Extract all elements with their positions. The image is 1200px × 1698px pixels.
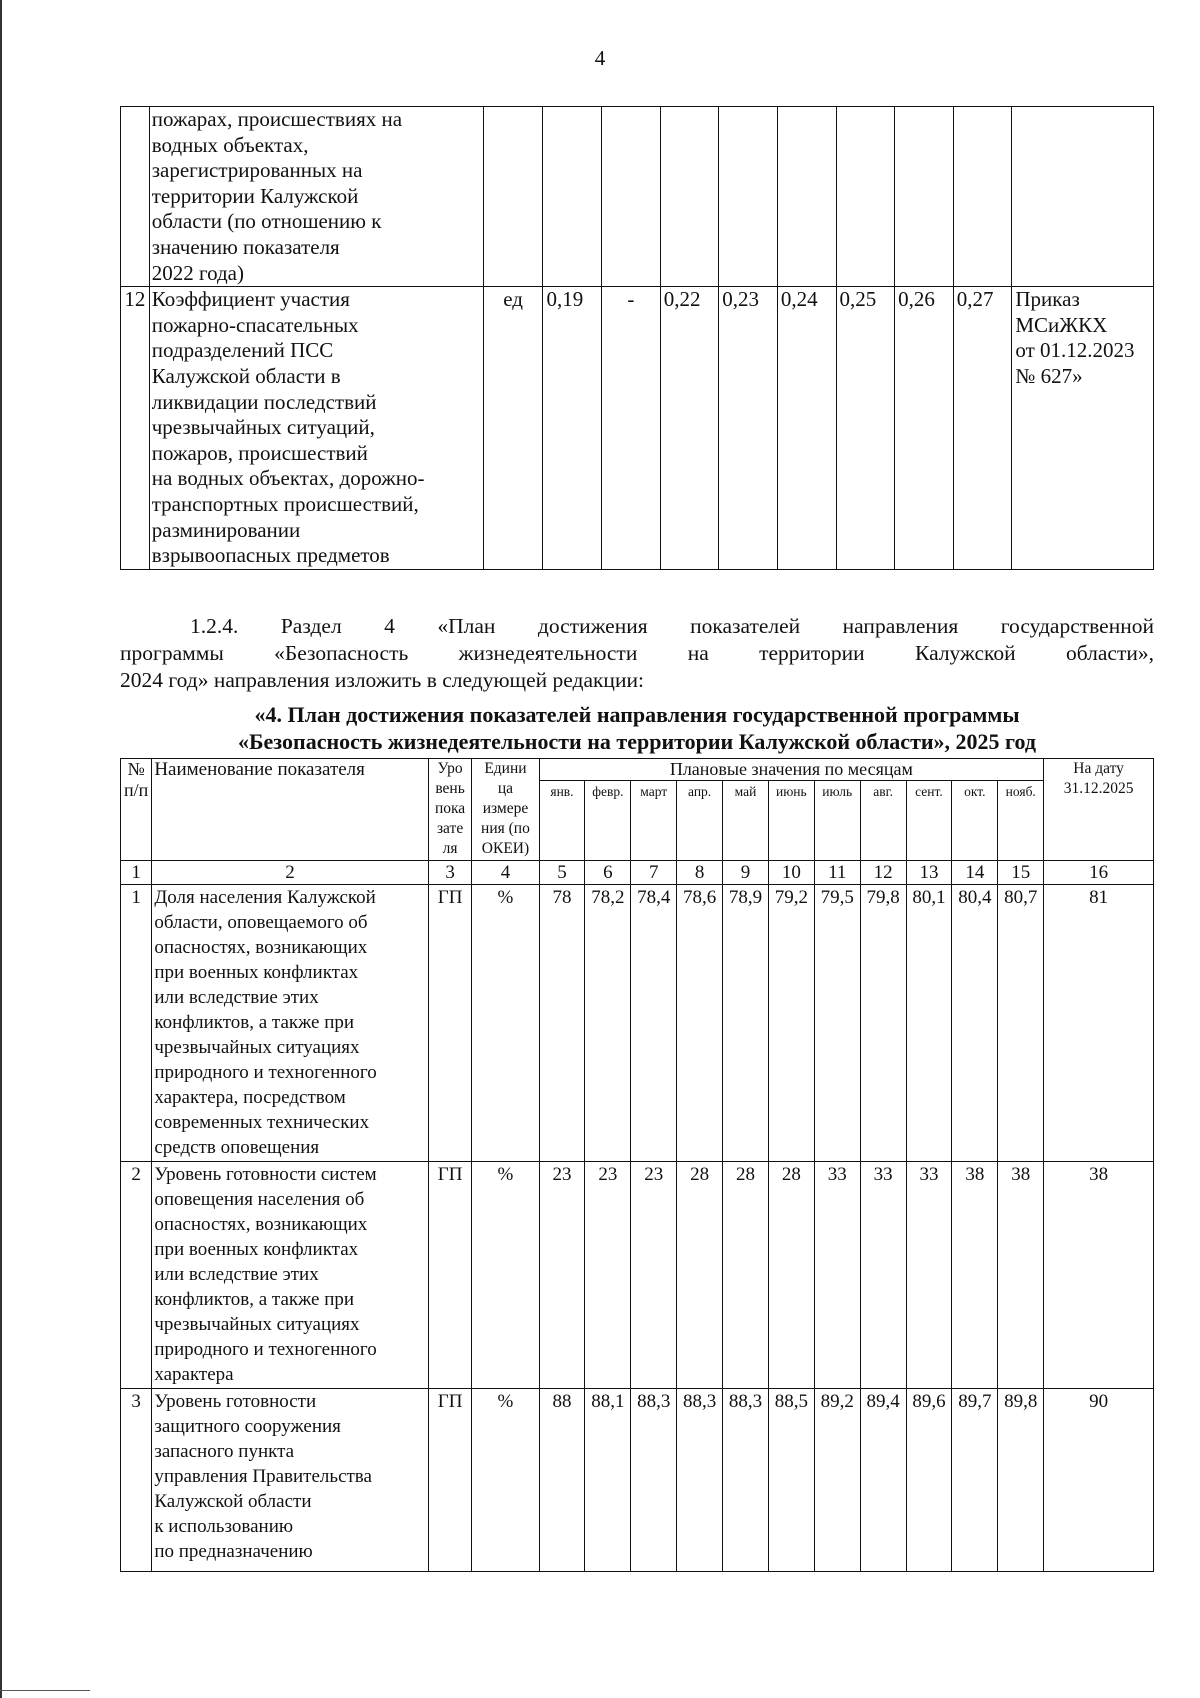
value-cell: 38 bbox=[998, 1162, 1044, 1389]
value-cell: 78,6 bbox=[677, 885, 723, 1162]
source-cell: Приказ МСиЖКХ от 01.12.2023 № 627» bbox=[1012, 287, 1154, 570]
value-cell: 28 bbox=[768, 1162, 814, 1389]
paragraph-line: 1.2.4. Раздел 4 «План достижения показателей направления государственной bbox=[190, 614, 1154, 638]
column-numbers-row: 1 2 3 4 5 6 7 8 9 10 11 12 13 14 15 16 bbox=[121, 861, 1154, 885]
month-aug: авг. bbox=[860, 781, 906, 861]
value-cell: 0,27 bbox=[953, 287, 1012, 570]
indicator-name: Уровень готовности защитного сооружения запасного пункта управления Правительства Калужской области к использованию по предназначению bbox=[152, 1389, 428, 1572]
section-heading: «4. План достижения показателей направления государственной программы bbox=[254, 702, 1020, 727]
value-cell: 78,2 bbox=[585, 885, 631, 1162]
monthly-plan-table bbox=[120, 758, 1154, 1572]
month-jan: янв. bbox=[539, 781, 585, 861]
table-row bbox=[121, 107, 1154, 287]
value-cell: 28 bbox=[677, 1162, 723, 1389]
level-cell: ГП bbox=[428, 885, 472, 1162]
month-oct: окт. bbox=[952, 781, 998, 861]
value-cell: 89,4 bbox=[860, 1389, 906, 1572]
value-cell: 80,7 bbox=[998, 885, 1044, 1162]
value-cell: 89,7 bbox=[952, 1389, 998, 1572]
value-cell: 88,5 bbox=[768, 1389, 814, 1572]
table-row bbox=[121, 1389, 1154, 1572]
value-cell: 0,24 bbox=[777, 287, 836, 570]
table-row bbox=[121, 1162, 1154, 1389]
row-num: 12 bbox=[121, 287, 150, 570]
value-cell: 0,22 bbox=[660, 287, 719, 570]
value-cell: 33 bbox=[860, 1162, 906, 1389]
table-row bbox=[121, 287, 1154, 570]
value-cell: 78,4 bbox=[631, 885, 677, 1162]
value-cell: 79,5 bbox=[814, 885, 860, 1162]
level-cell: ГП bbox=[428, 1389, 472, 1572]
value-cell: 89,6 bbox=[906, 1389, 952, 1572]
value-cell: 23 bbox=[631, 1162, 677, 1389]
month-jun: июнь bbox=[768, 781, 814, 861]
month-apr: апр. bbox=[677, 781, 723, 861]
value-cell: - bbox=[602, 287, 661, 570]
unit-cell: ед bbox=[483, 287, 543, 570]
value-cell: 0,25 bbox=[836, 287, 895, 570]
value-cell: 28 bbox=[723, 1162, 769, 1389]
level-cell: ГП bbox=[428, 1162, 472, 1389]
value-cell: 89,2 bbox=[814, 1389, 860, 1572]
indicator-name: пожарах, происшествиях на водных объектах, зарегистрированных на территории Калужской области (по отношению к значению показателя 2022 года) bbox=[149, 107, 483, 287]
value-cell: 33 bbox=[906, 1162, 952, 1389]
value-cell: 88,1 bbox=[585, 1389, 631, 1572]
indicator-name: Доля населения Калужской области, оповещаемого об опасностях, возникающих при военных конфликтах или вследствие этих конфликтов, а также при чрезвычайных ситуациях природного и техногенного характера, посредством современных технических средств оповещения bbox=[152, 885, 428, 1162]
row-num: 2 bbox=[121, 1162, 152, 1389]
unit-cell: % bbox=[472, 1389, 539, 1572]
value-cell: 23 bbox=[539, 1162, 585, 1389]
scan-mark bbox=[0, 1690, 90, 1691]
month-may: май bbox=[723, 781, 769, 861]
value-cell: 33 bbox=[814, 1162, 860, 1389]
value-cell: 79,2 bbox=[768, 885, 814, 1162]
page-number: 4 bbox=[594, 46, 606, 70]
value-cell: 23 bbox=[585, 1162, 631, 1389]
header-unit: Едини ца измере ния (по ОКЕИ) bbox=[472, 759, 539, 861]
month-feb: февр. bbox=[585, 781, 631, 861]
scan-edge bbox=[0, 0, 2, 1698]
value-cell: 88,3 bbox=[723, 1389, 769, 1572]
row-num: 1 bbox=[121, 885, 152, 1162]
unit-cell: % bbox=[472, 1162, 539, 1389]
indicators-table-continued bbox=[120, 106, 1154, 570]
final-value-cell: 81 bbox=[1044, 885, 1154, 1162]
value-cell: 80,1 bbox=[906, 885, 952, 1162]
value-cell: 38 bbox=[952, 1162, 998, 1389]
value-cell: 88 bbox=[539, 1389, 585, 1572]
value-cell: 0,26 bbox=[895, 287, 954, 570]
value-cell: 78 bbox=[539, 885, 585, 1162]
header-date: На дату 31.12.2025 bbox=[1044, 759, 1154, 861]
month-mar: март bbox=[631, 781, 677, 861]
final-value-cell: 38 bbox=[1044, 1162, 1154, 1389]
header-level: Уро вень пока зате ля bbox=[428, 759, 472, 861]
value-cell: 79,8 bbox=[860, 885, 906, 1162]
value-cell: 88,3 bbox=[631, 1389, 677, 1572]
unit-cell: % bbox=[472, 885, 539, 1162]
header-name: Наименование показателя bbox=[152, 759, 428, 861]
indicator-name: Уровень готовности систем оповещения населения об опасностях, возникающих при военных конфликтах или вследствие этих конфликтов, а также при чрезвычайных ситуациях природного и техногенного характера bbox=[152, 1162, 428, 1389]
value-cell: 88,3 bbox=[677, 1389, 723, 1572]
section-heading: «Безопасность жизнедеятельности на территории Калужской области», 2025 год bbox=[238, 729, 1036, 754]
final-value-cell: 90 bbox=[1044, 1389, 1154, 1572]
value-cell: 78,9 bbox=[723, 885, 769, 1162]
month-sep: сент. bbox=[906, 781, 952, 861]
value-cell: 89,8 bbox=[998, 1389, 1044, 1572]
row-num: 3 bbox=[121, 1389, 152, 1572]
header-num: № п/п bbox=[121, 759, 152, 861]
value-cell: 80,4 bbox=[952, 885, 998, 1162]
month-jul: июль bbox=[814, 781, 860, 861]
header-monthly-title: Плановые значения по месяцам bbox=[539, 759, 1044, 781]
paragraph-line: 2024 год» направления изложить в следующей редакции: bbox=[120, 668, 644, 692]
month-nov: нояб. bbox=[998, 781, 1044, 861]
table-row bbox=[121, 885, 1154, 1162]
indicator-name: Коэффициент участия пожарно-спасательных подразделений ПСС Калужской области в ликвидации последствий чрезвычайных ситуаций, пожаров, происшествий на водных объектах, дорожно- транспортных происшествий, разминировании взрывоопасных предметов bbox=[149, 287, 483, 570]
row-num bbox=[121, 107, 150, 287]
paragraph-line: программы «Безопасность жизнедеятельности на территории Калужской области», bbox=[120, 641, 1154, 665]
value-cell: 0,23 bbox=[719, 287, 778, 570]
value-cell: 0,19 bbox=[543, 287, 602, 570]
